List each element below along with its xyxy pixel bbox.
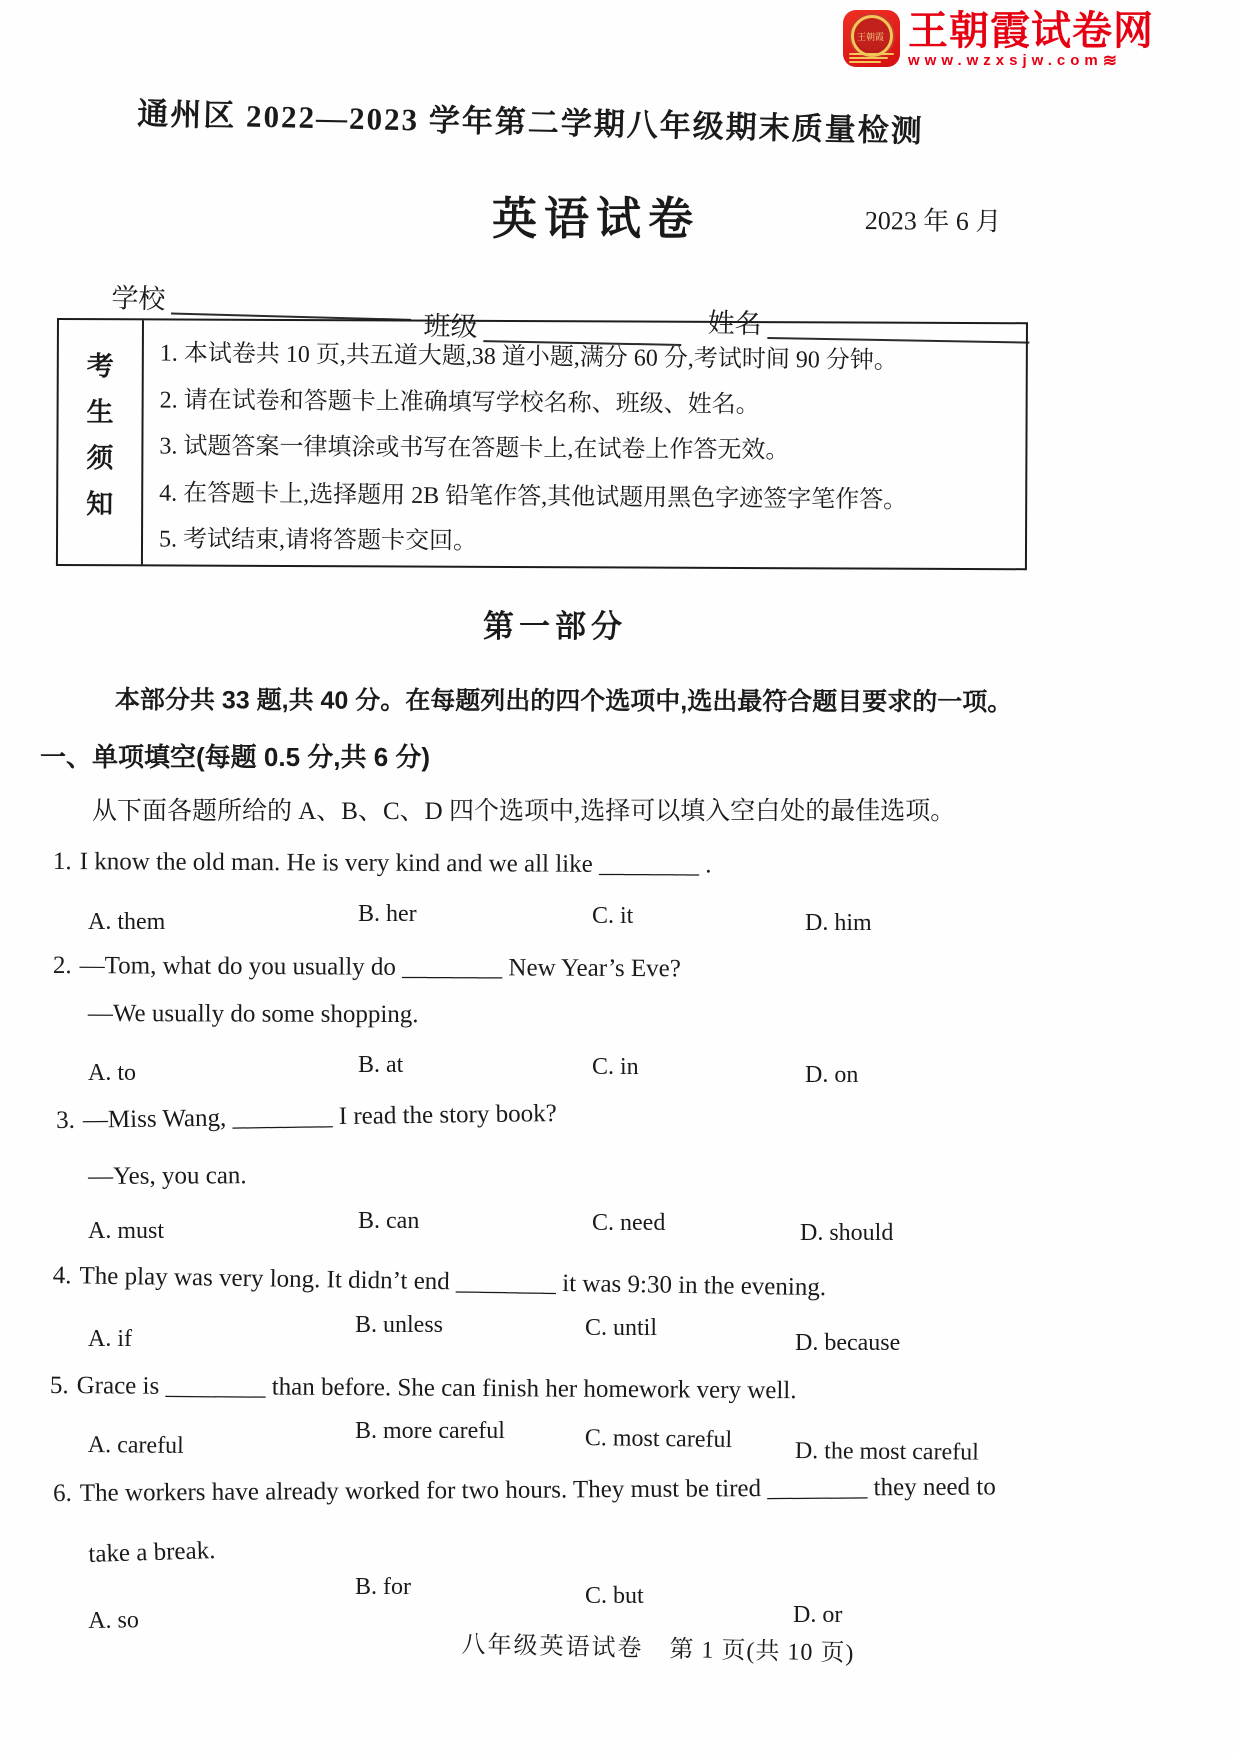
field-school	[111, 276, 412, 323]
part1-instructions: 本部分共 33 题,共 40 分。在每题列出的四个选项中,选出最符合题目要求的一项。	[114, 686, 1013, 717]
question-5-option-a: A. careful	[87, 1432, 184, 1460]
side-char: 生	[86, 397, 114, 428]
candidate-notice-box	[56, 318, 1028, 570]
brand-logo	[843, 10, 1154, 70]
brand-url	[908, 52, 1154, 70]
question-4-line-1: The play was very long. It didn’t end ________ it was 9:30 in the evening.	[79, 1262, 827, 1302]
question-1-option-a: A. them	[88, 909, 166, 935]
question-2-line-2: —We usually do some shopping.	[87, 1000, 419, 1029]
candidate-notice-side-label	[58, 320, 144, 564]
question-2-option-b: B. at	[358, 1052, 404, 1078]
side-char: 须	[86, 443, 114, 474]
paper-title: 英语试卷	[492, 194, 701, 244]
question-1-text	[53, 848, 712, 879]
question-5-text	[50, 1372, 797, 1405]
candidate-notice-items	[143, 320, 1026, 568]
question-5-option-c: C. most careful	[584, 1425, 733, 1454]
question-5-number: 5.	[49, 1372, 69, 1400]
question-4-number: 4.	[52, 1262, 72, 1290]
question-1-number: 1.	[52, 848, 72, 876]
question-2-line-1: —Tom, what do you usually do ________ New Year’s Eve?	[79, 952, 681, 983]
question-6-number: 6.	[53, 1479, 72, 1507]
question-6-text	[53, 1473, 996, 1508]
question-6-option-c: C. but	[585, 1583, 644, 1609]
field-school-label: 学校	[111, 282, 166, 315]
question-2-number: 2.	[52, 952, 72, 980]
footer-page-info: 第 1 页(共 10 页)	[669, 1636, 855, 1667]
question-3-text	[56, 1100, 557, 1135]
side-char: 知	[86, 489, 114, 520]
question-3-option-c: C. need	[592, 1210, 666, 1236]
field-school-blank	[171, 283, 412, 321]
question-6-option-d: D. or	[793, 1602, 843, 1628]
question-5-line-1: Grace is ________ than before. She can finish her homework very well.	[76, 1372, 797, 1405]
question-1-option-b: B. her	[358, 901, 417, 927]
question-6-line-2: take a break.	[88, 1537, 216, 1568]
question-4-options	[0, 1312, 1239, 1356]
question-1-options	[0, 901, 1239, 937]
question-4-option-a: A. if	[88, 1326, 132, 1352]
notice-item-4: 4. 在答题卡上,选择题用 2B 铅笔作答,其他试题用黑色字迹签字笔作答。	[159, 479, 908, 514]
question-3-line-2: —Yes, you can.	[88, 1162, 247, 1190]
wzx-logo-icon	[843, 10, 900, 67]
field-class-label: 班级	[423, 310, 478, 343]
page-footer	[461, 1624, 855, 1668]
brand-url-text: www.wzxsjw.com	[908, 52, 1103, 69]
notice-item-3: 3. 试题答案一律填涂或书写在答题卡上,在试卷上作答无效。	[159, 433, 790, 464]
wave-marks-icon: ≋	[1102, 51, 1118, 70]
question-3-options	[0, 1208, 1239, 1244]
question-1-line-1: I know the old man. He is very kind and we all like ________ .	[79, 848, 712, 879]
question-6-option-a: A. so	[88, 1607, 140, 1634]
question-6-options	[0, 1574, 1239, 1634]
section1-instructions: 从下面各题所给的 A、B、C、D 四个选项中,选择可以填入空白处的最佳选项。	[92, 798, 956, 825]
side-char: 考	[86, 351, 114, 382]
question-4-option-b: B. unless	[355, 1312, 444, 1338]
question-3-option-b: B. can	[358, 1208, 420, 1234]
notice-item-1: 1. 本试卷共 10 页,共五道大题,38 道小题,满分 60 分,考试时间 90 分钟。	[159, 340, 898, 375]
brand-name: 王朝霞试卷网	[908, 9, 1154, 53]
question-3-option-d: D. should	[800, 1220, 894, 1246]
question-2-options	[0, 1052, 1239, 1088]
question-1-option-c: C. it	[592, 903, 634, 929]
question-4-option-d: D. because	[795, 1330, 901, 1356]
question-5-option-d: D. the most careful	[794, 1438, 979, 1466]
exam-date: 2023 年 6 月	[864, 205, 1002, 237]
question-5-option-b: B. more careful	[355, 1418, 505, 1444]
question-6-option-b: B. for	[355, 1574, 411, 1600]
question-3-option-a: A. must	[88, 1218, 165, 1244]
question-3-number: 3.	[56, 1106, 76, 1134]
question-6-line-1: The workers have already worked for two hours. They must be tired ________ they need to	[79, 1473, 996, 1507]
question-4-option-c: C. until	[585, 1315, 658, 1341]
question-2-option-a: A. to	[88, 1060, 136, 1086]
notice-item-2: 2. 请在试卷和答题卡上准确填写学校名称、班级、姓名。	[159, 386, 760, 418]
part1-heading: 第一部分	[483, 609, 627, 644]
exam-title: 通州区 2022—2023 学年第二学期八年级期末质量检测	[137, 95, 925, 149]
field-name-label: 姓名	[707, 307, 762, 339]
gold-waves-icon	[849, 51, 894, 63]
question-5-options	[0, 1418, 1239, 1466]
question-1-option-d: D. him	[805, 910, 872, 936]
question-4-text	[53, 1262, 827, 1302]
notice-item-5: 5. 考试结束,请将答题卡交回。	[158, 526, 478, 555]
question-3-line-1: —Miss Wang, ________ I read the story book?	[82, 1100, 557, 1134]
question-2-option-d: D. on	[805, 1062, 859, 1088]
section1-title: 一、单项填空(每题 0.5 分,共 6 分)	[40, 742, 431, 772]
question-2-text	[53, 952, 681, 983]
footer-paper-name: 八年级英语试卷	[461, 1631, 644, 1663]
question-2-option-c: C. in	[592, 1054, 639, 1080]
